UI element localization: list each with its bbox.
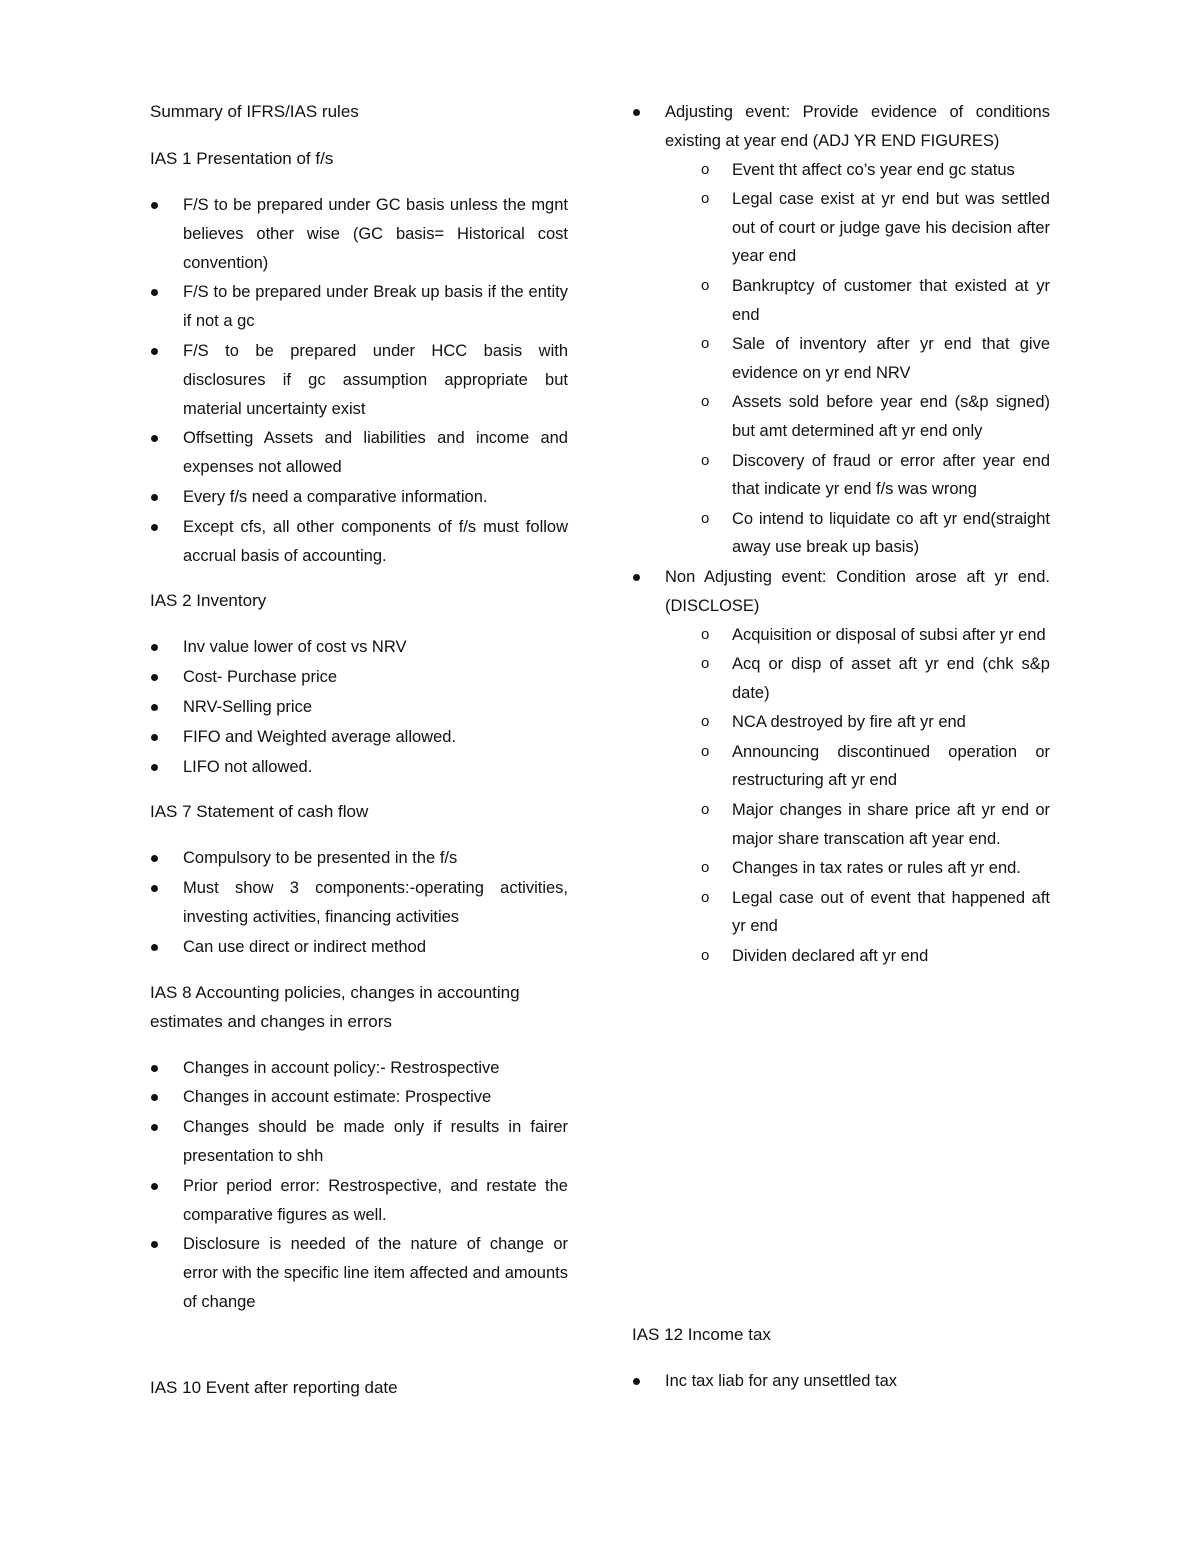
bullet-list-ias12 xyxy=(632,1367,1050,1396)
bullet-list-ias2 xyxy=(150,633,568,781)
list-item: F/S to be prepared under Break up basis if the entity if not a gc xyxy=(150,278,568,336)
non-adjusting-event-text: Non Adjusting event: Condition arose aft yr end. (DISCLOSE) xyxy=(665,567,1050,615)
list-item: Changes in account policy:- Restrospective xyxy=(150,1054,568,1083)
bullet-list-ias10-events xyxy=(632,98,1050,971)
section-heading-ias2: IAS 2 Inventory xyxy=(150,591,267,611)
list-item: Compulsory to be presented in the f/s xyxy=(150,844,568,873)
ias12-block xyxy=(632,1320,1050,1412)
bullet-list-ias7 xyxy=(150,844,568,961)
list-item: Every f/s need a comparative information. xyxy=(150,483,568,512)
bullet-list-ias8 xyxy=(150,1054,568,1317)
list-item: Except cfs, all other components of f/s must follow accrual basis of accounting. xyxy=(150,513,568,571)
list-item-non-adjusting-event xyxy=(632,563,1050,971)
list-item: Changes in account estimate: Prospective xyxy=(150,1083,568,1112)
sub-list-item: o Acquisition or disposal of subsi after yr end xyxy=(665,621,1050,650)
list-item: F/S to be prepared under HCC basis with disclosures if gc assumption appropriate but material uncertainty exist xyxy=(150,337,568,423)
spacer xyxy=(150,1333,568,1373)
list-item: FIFO and Weighted average allowed. xyxy=(150,723,568,752)
sub-list-item: o Sale of inventory after yr end that give evidence on yr end NRV xyxy=(665,330,1050,387)
sub-list-item: o Event tht affect co’s year end gc status xyxy=(665,156,1050,185)
left-column xyxy=(150,98,568,1420)
section-heading-ias10: IAS 10 Event after reporting date xyxy=(150,1377,398,1397)
document-title: Summary of IFRS/IAS rules xyxy=(150,102,359,121)
section-heading-ias8: IAS 8 Accounting policies, changes in accounting estimates and changes in errors xyxy=(150,982,520,1031)
section-heading-ias7: IAS 7 Statement of cash flow xyxy=(150,802,369,822)
sub-list-non-adjusting xyxy=(665,621,1050,971)
list-item-adjusting-event xyxy=(632,98,1050,562)
sub-list-adjusting xyxy=(665,156,1050,562)
sub-list-item: o Co intend to liquidate co aft yr end(straight away use break up basis) xyxy=(665,505,1050,562)
right-column xyxy=(632,98,1050,987)
list-item: Changes should be made only if results in fairer presentation to shh xyxy=(150,1113,568,1171)
adjusting-event-text: Adjusting event: Provide evidence of conditions existing at year end (ADJ YR END FIGURES) xyxy=(665,103,1050,150)
section-heading-ias1: IAS 1 Presentation of f/s xyxy=(150,149,334,168)
list-item: LIFO not allowed. xyxy=(150,753,568,782)
list-item: Inv value lower of cost vs NRV xyxy=(150,633,568,662)
section-heading-ias12: IAS 12 Income tax xyxy=(632,1325,771,1344)
sub-list-item: o Discovery of fraud or error after year end that indicate yr end f/s was wrong xyxy=(665,447,1050,504)
sub-list-item: o Legal case exist at yr end but was settled out of court or judge gave his decision after year end xyxy=(665,185,1050,271)
list-item: Must show 3 components:-operating activities, investing activities, financing activities xyxy=(150,874,568,932)
sub-list-item: o Acq or disp of asset aft yr end (chk s&p date) xyxy=(665,650,1050,707)
list-item: F/S to be prepared under GC basis unless the mgnt believes other wise (GC basis= Historical cost convention) xyxy=(150,191,568,277)
sub-list-item: o NCA destroyed by fire aft yr end xyxy=(665,708,1050,737)
list-item: Can use direct or indirect method xyxy=(150,933,568,962)
list-item: NRV-Selling price xyxy=(150,693,568,722)
list-item: Cost- Purchase price xyxy=(150,663,568,692)
list-item: Inc tax liab for any unsettled tax xyxy=(632,1367,1050,1396)
list-item: Disclosure is needed of the nature of change or error with the specific line item affected and amounts of change xyxy=(150,1230,568,1316)
sub-list-item: o Major changes in share price aft yr end or major share transcation aft year end. xyxy=(665,796,1050,853)
bullet-list-ias1 xyxy=(150,191,568,570)
sub-list-item: o Announcing discontinued operation or restructuring aft yr end xyxy=(665,738,1050,795)
sub-list-item: o Bankruptcy of customer that existed at yr end xyxy=(665,272,1050,329)
sub-list-item: o Legal case out of event that happened aft yr end xyxy=(665,884,1050,941)
sub-list-item: o Dividen declared aft yr end xyxy=(665,942,1050,971)
list-item: Offsetting Assets and liabilities and income and expenses not allowed xyxy=(150,424,568,482)
sub-list-item: o Changes in tax rates or rules aft yr end. xyxy=(665,854,1050,883)
sub-list-item: o Assets sold before year end (s&p signed) but amt determined aft yr end only xyxy=(665,388,1050,445)
list-item: Prior period error: Restrospective, and restate the comparative figures as well. xyxy=(150,1172,568,1230)
